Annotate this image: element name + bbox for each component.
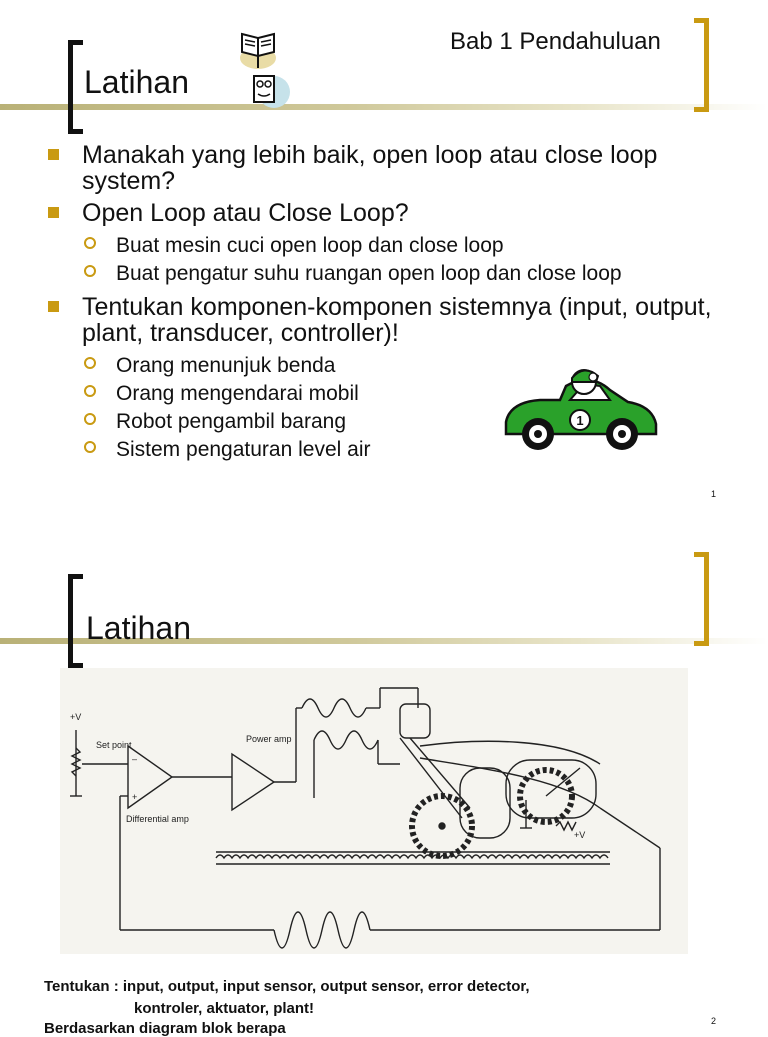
caption-line-3: Berdasarkan diagram blok berapa [44,1020,286,1037]
slide-1 [0,0,768,512]
bullet-item: Tentukan komponen-komponen sistemnya (input, output, plant, transducer, controller)! Orang menunjuk benda Orang mengendarai mobil Robot pengambil barang Sistem pengaturan level air [48,294,738,464]
sub-bullet-item: Sistem pengaturan level air [82,436,738,464]
race-car-icon [500,362,660,458]
ring-bullet-icon [84,441,96,453]
sub-bullet-item: Orang menunjuk benda [82,352,738,380]
bullet-item: Manakah yang lebih baik, open loop atau close loop system? [48,142,738,194]
square-bullet-icon [48,149,59,160]
caption-line-1: Tentukan : input, output, input sensor, output sensor, error detector, [44,978,530,995]
square-bullet-icon [48,301,59,312]
ring-bullet-icon [84,265,96,277]
control-circuit-diagram [60,668,688,954]
sub-bullet-item: Robot pengambil barang [82,408,738,436]
ring-bullet-icon [84,357,96,369]
right-bracket [694,18,709,112]
ring-bullet-icon [84,413,96,425]
teacher-icon [254,76,274,102]
setpoint-label: Set point [96,740,132,750]
left-bracket [68,574,83,668]
chapter-label: Bab 1 Pendahuluan [450,28,661,55]
sub-bullet-item: Buat pengatur suhu ruangan open loop dan close loop [82,260,738,288]
slide-title: Latihan [86,610,191,646]
vplus-right-label: +V [574,830,586,840]
control-system-figure [60,668,688,954]
ring-bullet-icon [84,237,96,249]
title-underline-bar [0,104,768,110]
right-bracket [694,552,709,646]
minus-label: – [132,754,138,764]
caption-line-2: kontroler, aktuator, plant! [134,1000,315,1017]
bullet-item: Open Loop atau Close Loop? Buat mesin cuci open loop dan close loop Buat pengatur suhu ruangan open loop dan close loop [48,200,738,288]
slide-title: Latihan [84,64,189,100]
vplus-label: +V [70,712,82,722]
ring-bullet-icon [84,385,96,397]
sub-bullet-item: Buat mesin cuci open loop dan close loop [82,232,738,260]
car-number: 1 [576,413,584,428]
sub-bullet-item: Orang mengendarai mobil [82,380,738,408]
page-number: 1 [711,489,717,499]
plus-label: + [132,792,138,802]
left-bracket [68,40,83,134]
power-amp-label: Power amp [246,734,292,744]
sub-bullet-list [82,232,738,288]
page-number: 2 [711,1016,717,1026]
square-bullet-icon [48,207,59,218]
book-icon [236,28,296,110]
differential-amp-label: Differential amp [126,814,189,824]
slide-2 [0,512,768,1037]
